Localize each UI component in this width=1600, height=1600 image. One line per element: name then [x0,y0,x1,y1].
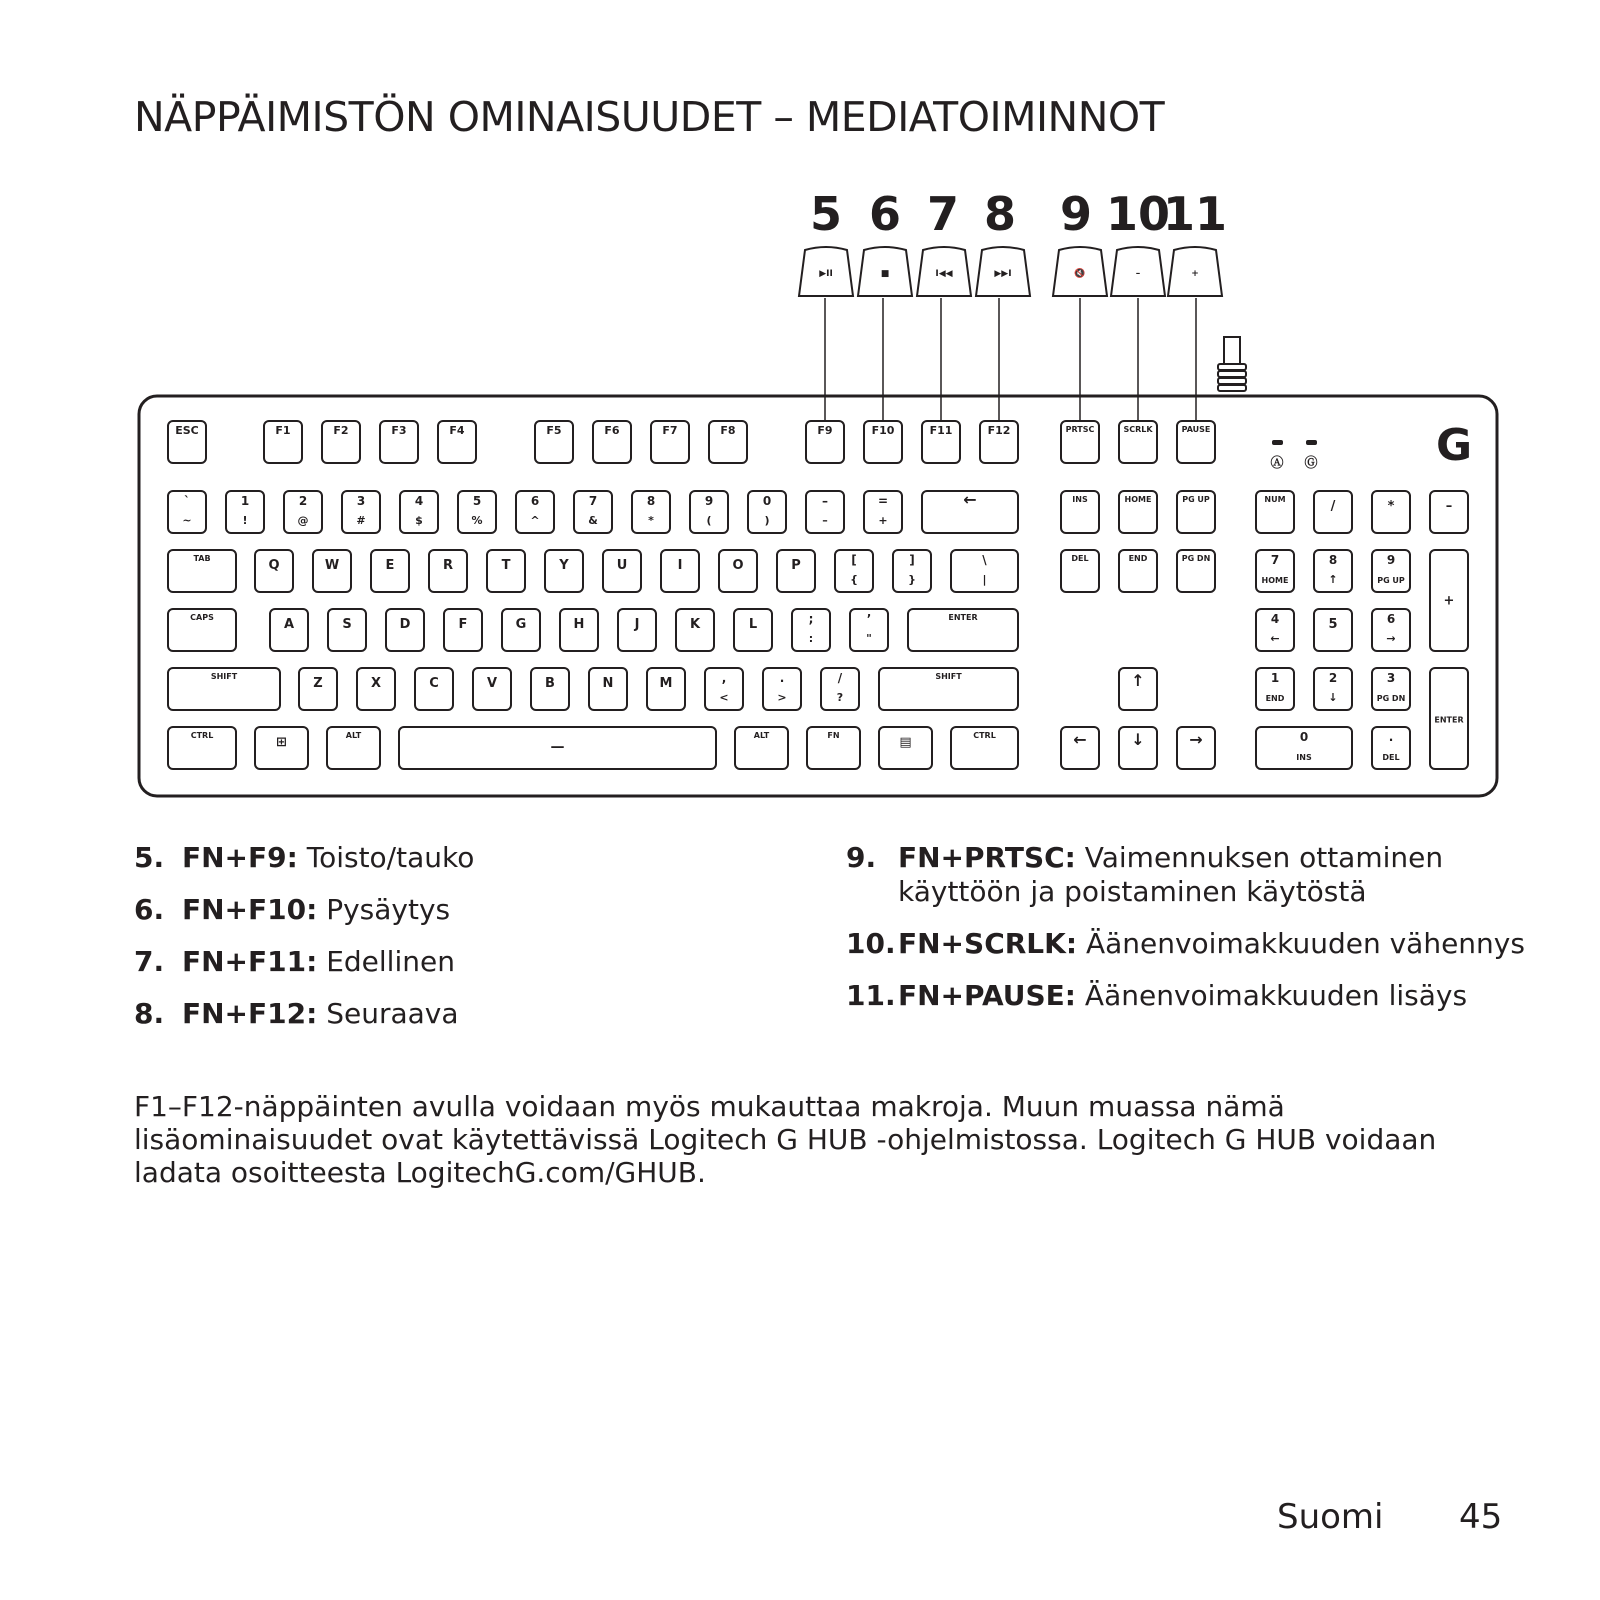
key-label: ; [808,612,814,626]
key-label: B [545,676,555,691]
key-label: F3 [391,424,407,437]
key-rctrl [951,727,1018,769]
key-h [560,609,598,651]
key-o [719,550,757,592]
key-label: 0 [1299,730,1309,744]
key-f5 [535,421,573,463]
key-ralt [735,727,788,769]
key-sublabel: * [648,514,654,527]
key-label: 7 [588,494,598,508]
key-kp4 [1256,609,1294,651]
key-sublabel: – [822,514,828,527]
key-label: SCRLK [1123,425,1153,434]
feature-list-left [134,841,474,1050]
key-f9 [806,421,844,463]
callout-number: 9 [1059,187,1093,241]
key-sublabel: PG UP [1377,576,1405,585]
key-j [618,609,656,651]
key-k6 [516,491,554,533]
key-label: O [732,558,744,573]
key-label: PG DN [1181,554,1211,563]
callout-number: 6 [868,187,902,241]
key-label: END [1128,554,1148,563]
callout-number: 7 [926,187,960,241]
key-label: / [1330,499,1336,514]
list-item [134,997,474,1031]
key-sublabel: { [850,573,858,586]
key-x [357,668,395,710]
key-label: + [1443,593,1455,609]
key-r [429,550,467,592]
key-label: ’ [866,612,872,626]
key-v [473,668,511,710]
key-g [502,609,540,651]
volume-down-icon [1111,247,1165,296]
key-label: \ [982,553,987,567]
play-pause-icon [799,247,853,296]
key-label: F12 [987,424,1011,437]
key-label: P [791,558,801,573]
key-sublabel: ? [836,691,844,704]
key-label: . [779,671,785,685]
key-combo: FN+F9: [182,841,298,874]
key-bslash [951,550,1018,592]
key-pgup [1177,491,1215,533]
key-label: L [748,617,758,632]
key-label: 2 [1328,671,1338,685]
key-label: 3 [356,494,366,508]
item-description: Seuraava [317,997,459,1031]
key-l [734,609,772,651]
key-s [328,609,366,651]
key-k1 [226,491,264,533]
next-track-icon [976,247,1030,296]
key-sublabel: ! [242,514,248,527]
key-fn [807,727,860,769]
key-f12 [980,421,1018,463]
key-lalt [327,727,380,769]
key-label: TAB [193,554,211,563]
item-description: Äänenvoimakkuuden vähennys [1077,927,1525,961]
key-k7 [574,491,612,533]
media-symbol: – [1135,269,1141,279]
key-label: PAUSE [1181,425,1211,434]
indicator-label: Ⓐ [1270,456,1284,471]
key-label: ENTER [948,613,978,622]
callout-number: 10 [1105,187,1171,241]
key-label: S [342,617,352,632]
stop-icon [858,247,912,296]
key-label: A [283,617,295,632]
key-label: I [677,558,683,573]
list-item [846,841,1525,909]
key-kpminus [1430,491,1468,533]
key-f11 [922,421,960,463]
key-label: PRTSC [1065,425,1095,434]
key-sublabel: + [878,514,888,527]
key-backspace [922,490,1018,533]
media-symbol: ▶II [819,269,833,279]
key-f1 [264,421,302,463]
key-f [444,609,482,651]
key-label: 3 [1386,671,1396,685]
key-label: Z [313,676,323,691]
key-label: ↑ [1131,671,1145,690]
key-sublabel: $ [415,514,423,527]
key-y [545,550,583,592]
key-label: E [385,558,395,573]
key-label: 6 [530,494,540,508]
key-left [1061,727,1099,769]
key-a [270,609,308,651]
key-z [299,668,337,710]
key-d [386,609,424,651]
key-sublabel: < [719,691,729,704]
key-sublabel: & [588,514,598,527]
list-item [846,979,1525,1013]
key-period [763,668,801,710]
key-label: X [370,676,382,691]
key-label: CTRL [973,731,996,740]
key-end [1119,550,1157,592]
key-label: ] [909,553,915,567]
key-label: 5 [472,494,482,508]
media-symbol: ■ [880,269,890,279]
key-home [1119,491,1157,533]
key-rshift [879,668,1018,710]
key-sublabel: " [866,632,872,645]
key-sublabel: } [908,573,916,586]
key-lctrl [168,727,236,769]
page-number: 45 [1459,1497,1503,1537]
key-k0 [748,491,786,533]
key-kp9 [1372,550,1410,592]
key-label: , [721,671,727,685]
key-f2 [322,421,360,463]
key-b [531,668,569,710]
indicator-label: Ⓖ [1304,456,1318,471]
key-sublabel: % [471,514,483,527]
key-label: ALT [345,731,362,740]
key-c [415,668,453,710]
key-label: Y [559,558,569,573]
item-number: 9. [846,841,877,874]
key-label: 8 [1328,553,1338,567]
feature-list-right [846,841,1525,1032]
key-n [589,668,627,710]
key-label: 5 [1328,617,1338,632]
key-w [313,550,351,592]
key-label: ↓ [1131,730,1145,749]
key-label: ALT [753,731,770,740]
item-description-cont: käyttöön ja poistaminen käytöstä [898,875,1367,909]
key-label: SHIFT [935,672,962,681]
key-k4 [400,491,438,533]
list-item [134,945,474,979]
key-label: ⊞ [276,735,287,750]
key-kpdiv [1314,491,1352,533]
key-label: ` [184,494,190,508]
key-kp8 [1314,550,1352,592]
media-symbol: + [1191,269,1199,279]
key-f4 [438,421,476,463]
key-label: CTRL [190,731,214,740]
key-f6 [593,421,631,463]
key-label: ESC [175,424,199,437]
key-label: – [1445,499,1453,514]
callout-number: 5 [809,187,843,241]
logitech-g-logo-icon: G [1435,420,1473,471]
key-kpmul [1372,491,1410,533]
key-lshift [168,668,280,710]
key-label: H [573,617,585,632]
key-label: → [1189,730,1203,749]
key-label: INS [1072,495,1088,504]
item-number: 7. [134,945,165,979]
key-label: SHIFT [210,672,238,681]
key-label: F10 [871,424,895,437]
key-tab [168,550,236,592]
key-win [255,727,308,769]
key-caps [168,609,236,651]
key-sublabel: ) [764,514,770,527]
list-item [846,927,1525,961]
key-label: M [659,676,673,691]
key-sublabel: HOME [1261,576,1289,585]
key-label: 9 [704,494,714,508]
item-description: Edellinen [317,945,455,979]
key-num [1256,491,1294,533]
key-label: F11 [929,424,953,437]
key-label: W [324,558,340,573]
key-label: . [1388,730,1394,744]
item-description: Pysäytys [317,893,451,927]
info-paragraph: F1–F12-näppäinten avulla voidaan myös mukauttaa makroja. Muun muassa nämä lisäominaisuudet ovat käytettävissä Logitech G HUB -ohjelmistossa. Logitech G HUB voidaan ladata osoitteesta LogitechG.com/GHUB. [134,1090,1437,1189]
key-label: PG UP [1182,495,1210,504]
key-esc [168,421,206,463]
key-label: F5 [546,424,562,437]
key-label: CAPS [190,613,214,622]
key-kp1 [1256,668,1294,710]
key-label: / [837,671,843,685]
key-kp3 [1372,668,1410,710]
key-sublabel: ↑ [1328,573,1338,586]
key-pgdn [1177,550,1215,592]
key-u [603,550,641,592]
footer-language: Suomi [1277,1497,1384,1537]
key-label: HOME [1124,495,1152,504]
key-comma [705,668,743,710]
key-q [255,550,293,592]
key-k5 [458,491,496,533]
key-label: – [822,494,828,508]
key-label: NUM [1264,495,1286,504]
key-kpdot [1372,727,1410,769]
list-item [134,893,474,927]
key-label: F4 [449,424,465,437]
key-label: F [458,617,468,632]
key-label: F2 [333,424,349,437]
key-label: F8 [720,424,736,437]
key-sublabel: END [1265,694,1285,703]
key-sublabel: @ [297,514,309,527]
key-sublabel: ↓ [1328,691,1338,704]
key-k3 [342,491,380,533]
key-label: G [515,617,527,632]
key-label: V [486,676,498,691]
item-description: Vaimennuksen ottaminen [1075,841,1444,874]
media-symbol: ▶▶I [994,269,1012,279]
key-label: C [429,676,439,691]
key-label: U [616,558,628,573]
callout-number: 11 [1162,187,1228,241]
key-semi [792,609,830,651]
key-sublabel: # [356,514,366,527]
key-label: 0 [762,494,772,508]
key-up [1119,668,1157,710]
key-ins [1061,491,1099,533]
key-label: ← [1073,730,1087,749]
key-equal [864,491,902,533]
key-label: K [689,617,701,632]
key-label: 9 [1386,553,1396,567]
key-combo: FN+PAUSE: [898,979,1077,1013]
key-k [676,609,714,651]
key-slash [821,668,859,710]
key-minus [806,491,844,533]
key-label: 8 [646,494,656,508]
key-enter [908,609,1018,651]
key-sublabel: PG DN [1376,694,1406,703]
key-label: [ [851,553,857,567]
key-label: F7 [662,424,678,437]
key-k8 [632,491,670,533]
key-label: — [550,739,565,755]
key-sublabel: DEL [1382,753,1400,762]
callout-number: 8 [983,187,1017,241]
key-f8 [709,421,747,463]
key-label: Q [268,558,280,573]
key-label: J [634,617,640,632]
previous-track-icon [917,247,971,296]
key-menu [879,727,932,769]
item-number: 10. [846,927,896,961]
key-kp5 [1314,609,1352,651]
key-sublabel: | [982,573,987,586]
key-label: 1 [240,494,250,508]
key-label: T [501,558,511,573]
key-label: 4 [414,494,424,508]
key-down [1119,727,1157,769]
list-item [134,841,474,875]
volume-up-icon [1168,247,1222,296]
key-sublabel: → [1386,632,1396,645]
key-label: ← [963,490,977,509]
key-f10 [864,421,902,463]
key-combo: FN+F12: [182,997,318,1031]
key-kpplus [1430,550,1468,651]
key-k9 [690,491,728,533]
key-sublabel: ^ [530,514,540,527]
key-label: 2 [298,494,308,508]
key-label: = [877,494,889,508]
media-symbol: I◀◀ [935,269,953,279]
key-label: F6 [604,424,620,437]
key-combo: FN+PRTSC: [898,841,1076,874]
key-scrlk [1119,421,1157,463]
key-label: F9 [817,424,833,437]
key-label: D [399,617,411,632]
key-label: R [442,558,454,573]
key-kp7 [1256,550,1294,592]
key-label: F1 [275,424,291,437]
key-sublabel: ← [1270,632,1280,645]
key-label: ▤ [899,735,912,750]
key-sublabel: INS [1296,753,1312,762]
key-label: 7 [1270,553,1280,567]
key-kp6 [1372,609,1410,651]
key-t [487,550,525,592]
key-sublabel: ( [706,514,712,527]
key-space [399,727,716,769]
item-number: 8. [134,997,165,1031]
key-kp2 [1314,668,1352,710]
key-label: 4 [1270,612,1280,626]
key-prtsc [1061,421,1099,463]
key-right [1177,727,1215,769]
page-title: NÄPPÄIMISTÖN OMINAISUUDET – MEDIATOIMINNOT [134,93,1165,141]
item-description: Äänenvoimakkuuden lisäys [1076,979,1468,1013]
key-label: N [602,676,614,691]
item-number: 11. [846,979,896,1013]
key-del [1061,550,1099,592]
item-number: 5. [134,841,165,874]
key-kpenter [1430,668,1468,769]
key-e [371,550,409,592]
mute-icon [1053,247,1107,296]
key-combo: FN+SCRLK: [898,927,1078,961]
key-label: DEL [1071,554,1089,563]
key-combo: FN+F10: [182,893,318,927]
key-k2 [284,491,322,533]
key-f3 [380,421,418,463]
usb-cable [1218,337,1246,391]
key-p [777,550,815,592]
key-label: 6 [1386,612,1396,626]
key-label: ENTER [1434,715,1464,725]
key-rbr [893,550,931,592]
key-m [647,668,685,710]
media-symbol: 🔇 [1074,269,1086,279]
key-i [661,550,699,592]
key-combo: FN+F11: [182,945,318,979]
key-lbr [835,550,873,592]
key-sublabel: : [808,632,814,645]
key-quote [850,609,888,651]
key-kp0 [1256,727,1352,769]
key-label: FN [827,731,840,740]
item-number: 6. [134,893,165,927]
key-grave [168,491,206,533]
key-label: * [1387,499,1395,514]
key-pause [1177,421,1215,463]
key-f7 [651,421,689,463]
item-description: Toisto/tauko [297,841,475,874]
key-sublabel: > [777,691,787,704]
key-label: 1 [1270,671,1280,685]
key-sublabel: ~ [182,514,192,527]
